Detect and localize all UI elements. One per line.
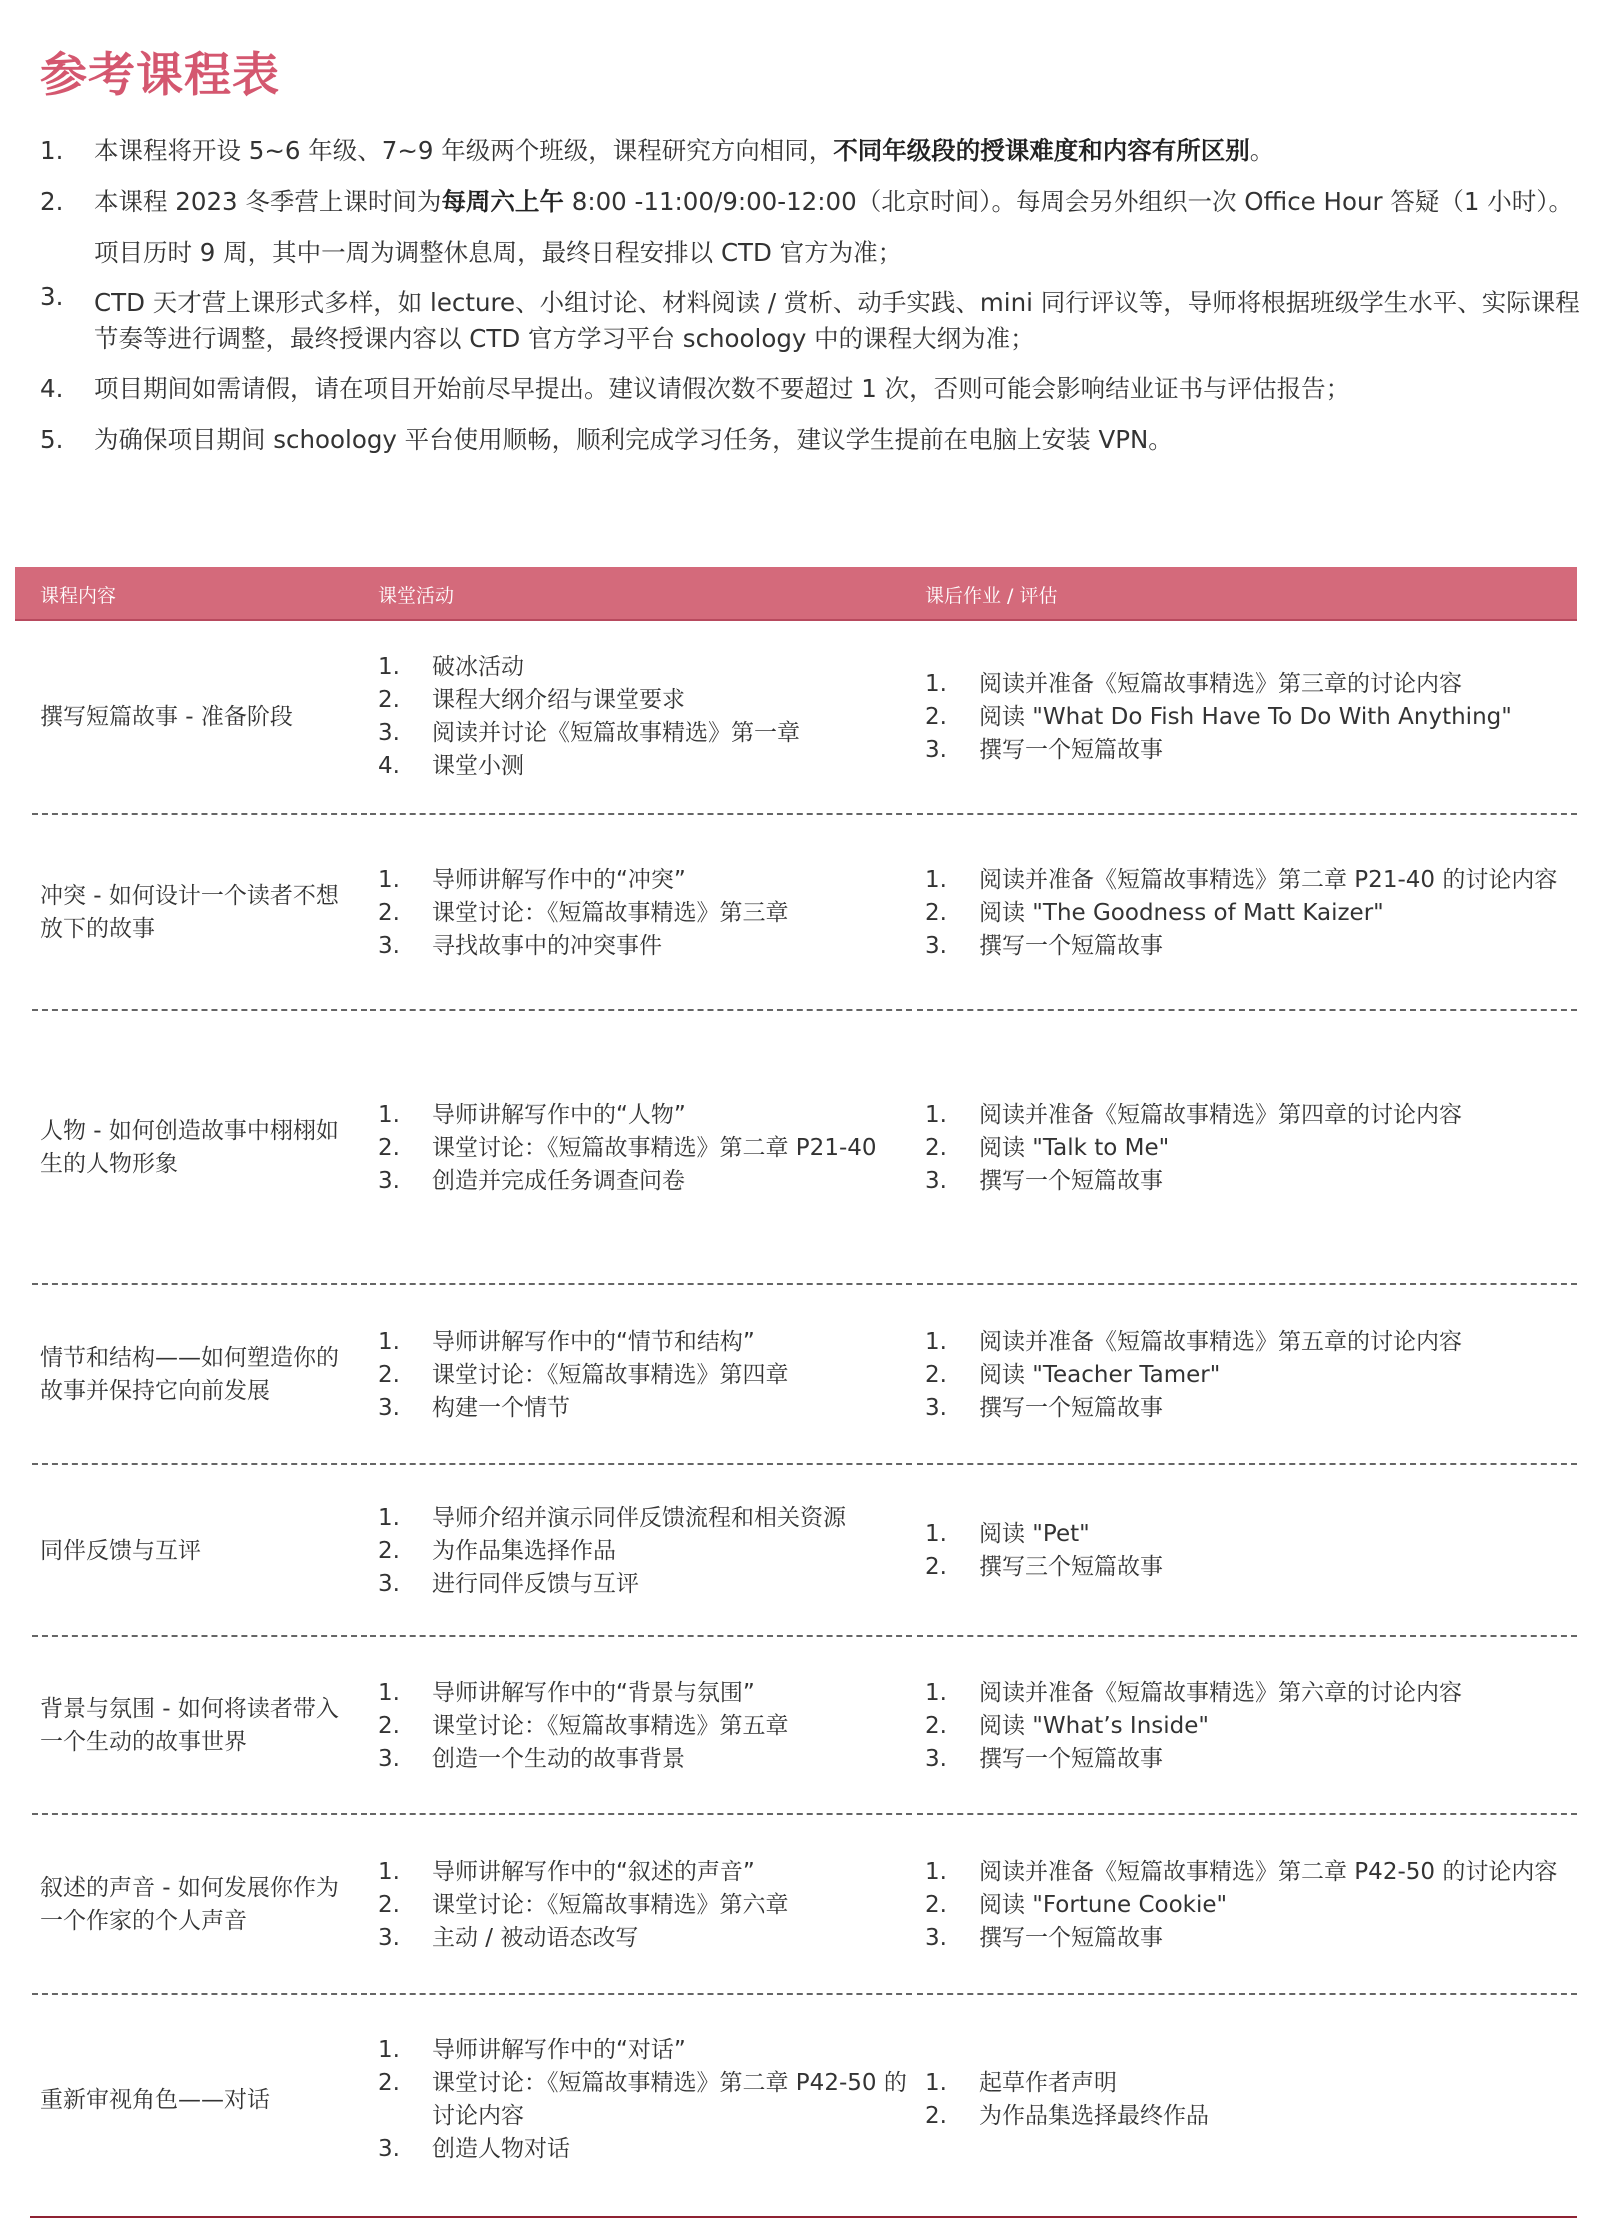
list-number: 2.: [378, 1537, 400, 1564]
header-activities: 课堂活动: [378, 585, 455, 607]
table-row: [15, 815, 1577, 1011]
list-item: [925, 1099, 1462, 1132]
list-text: 课堂讨论：《短篇故事精选》第二章 P21-40: [432, 1134, 877, 1161]
list-text: 撰写一个短篇故事: [979, 1745, 1163, 1772]
list-text: 课程大纲介绍与课堂要求: [432, 687, 685, 713]
list-number: 2.: [925, 1554, 947, 1580]
course-topic: 情节和结构——如何塑造你的故事并保持它向前发展: [40, 1345, 339, 1404]
list-item: [925, 1392, 1462, 1425]
course-topic: 撰写短篇故事 - 准备阶段: [40, 703, 293, 730]
list-item: [378, 1568, 846, 1601]
cell-homework-list: [925, 1677, 1462, 1776]
cell-homework-list: [925, 1326, 1462, 1425]
list-item: [378, 1743, 789, 1776]
cell-homework: [925, 1285, 1577, 1465]
list-item: [378, 717, 800, 750]
list-text: 为作品集选择最终作品: [979, 2103, 1209, 2129]
note-text-part: 本课程 2023 冬季营上课时间为: [94, 187, 442, 216]
list-text: 撰写一个短篇故事: [979, 736, 1163, 763]
note-emphasis: 每周六上午: [441, 187, 564, 216]
cell-content: [40, 1815, 360, 1995]
list-item: [378, 1132, 877, 1165]
list-text: 课堂讨论：《短篇故事精选》第三章: [432, 899, 789, 926]
list-number: 1.: [378, 654, 400, 680]
note-item: [40, 414, 1585, 465]
list-item: [378, 1535, 846, 1568]
cell-content: [40, 1465, 360, 1637]
table-header: [15, 567, 1577, 621]
cell-content: [40, 815, 360, 1011]
table-row: [15, 1995, 1577, 2205]
notes-list: [40, 125, 1585, 465]
list-text: 撰写一个短篇故事: [979, 1394, 1163, 1421]
header-homework: 课后作业 / 评估: [925, 585, 1058, 607]
cell-homework: [925, 815, 1577, 1011]
cell-homework: [925, 1011, 1577, 1285]
list-text: 起草作者声明: [979, 2070, 1117, 2096]
list-item: [925, 1132, 1462, 1165]
table-row: [15, 1011, 1577, 1285]
list-text: 导师讲解写作中的“叙述的声音”: [432, 1858, 755, 1885]
list-text: 构建一个情节: [432, 1394, 570, 1421]
list-text: 寻找故事中的冲突事件: [432, 932, 662, 959]
list-number: 2.: [378, 1134, 400, 1161]
table-row: [15, 1465, 1577, 1637]
table-row: [15, 619, 1577, 815]
list-number: 1.: [925, 670, 947, 697]
list-item: [925, 1743, 1462, 1776]
cell-activities: [378, 1815, 908, 1995]
list-item: [378, 2133, 908, 2166]
list-number: 2.: [378, 1361, 400, 1388]
note-number: 1.: [40, 136, 64, 165]
note-text: [94, 176, 1585, 278]
list-item: [378, 1392, 789, 1425]
list-number: 3.: [378, 932, 400, 959]
cell-homework-list: [925, 1518, 1163, 1584]
list-text: 课堂讨论：《短篇故事精选》第六章: [432, 1891, 789, 1918]
cell-homework-list: [925, 864, 1557, 963]
list-text: 阅读 "Talk to Me": [979, 1134, 1170, 1161]
note-text-part: 。: [1249, 136, 1275, 165]
list-number: 3.: [925, 1167, 947, 1194]
list-text: 主动 / 被动语态改写: [432, 1924, 639, 1951]
list-number: 1.: [925, 1679, 947, 1706]
list-number: 1.: [378, 1328, 400, 1355]
list-text: 阅读并准备《短篇故事精选》第三章的讨论内容: [979, 670, 1462, 697]
header-content: 课程内容: [40, 585, 117, 607]
list-number: 1.: [925, 866, 947, 893]
list-item: [378, 1099, 877, 1132]
course-topic: 人物 - 如何创造故事中栩栩如生的人物形象: [40, 1118, 339, 1177]
list-item: [378, 1359, 789, 1392]
course-topic: 背景与氛围 - 如何将读者带入一个生动的故事世界: [40, 1696, 339, 1755]
cell-activities-list: [378, 651, 800, 783]
list-number: 3.: [925, 932, 947, 959]
cell-homework: [925, 619, 1577, 815]
list-item: [925, 1677, 1462, 1710]
note-number: 2.: [40, 187, 64, 216]
list-item: [925, 1359, 1462, 1392]
list-item: [378, 684, 800, 717]
list-text: 撰写一个短篇故事: [979, 932, 1163, 959]
list-number: 3.: [378, 720, 400, 746]
list-number: 3.: [925, 736, 947, 763]
cell-content: [40, 1995, 360, 2205]
list-text: 进行同伴反馈与互评: [432, 1570, 639, 1597]
list-number: 1.: [378, 866, 400, 893]
cell-activities-list: [378, 1677, 789, 1776]
list-item: [378, 864, 789, 897]
cell-activities: [378, 1285, 908, 1465]
list-text: 课堂讨论：《短篇故事精选》第五章: [432, 1712, 789, 1739]
cell-content: [40, 619, 360, 815]
cell-activities-list: [378, 1856, 789, 1955]
cell-activities: [378, 1465, 908, 1637]
list-item: [925, 1889, 1557, 1922]
note-item: [40, 125, 1585, 176]
list-number: 2.: [925, 1712, 947, 1739]
list-number: 1.: [925, 1521, 947, 1547]
list-text: 创造人物对话: [432, 2136, 570, 2162]
list-item: [925, 1518, 1163, 1551]
list-text: 创造一个生动的故事背景: [432, 1745, 685, 1772]
course-topic: 重新审视角色——对话: [40, 2086, 270, 2113]
list-text: 阅读并准备《短篇故事精选》第二章 P21-40 的讨论内容: [979, 866, 1558, 893]
list-text: 阅读并准备《短篇故事精选》第六章的讨论内容: [979, 1679, 1462, 1706]
list-number: 1.: [378, 1679, 400, 1706]
note-item: [40, 176, 1585, 278]
list-text: 阅读 "Pet": [979, 1521, 1090, 1547]
course-topic: 冲突 - 如何设计一个读者不想放下的故事: [40, 883, 339, 942]
table-row: [15, 1285, 1577, 1465]
list-item: [925, 1326, 1462, 1359]
note-item: [40, 363, 1585, 414]
list-number: 3.: [378, 1167, 400, 1194]
list-text: 导师讲解写作中的“人物”: [432, 1101, 686, 1128]
list-item: [925, 701, 1512, 734]
cell-activities-list: [378, 1326, 789, 1425]
list-text: 阅读 "What’s Inside": [979, 1712, 1209, 1739]
list-number: 1.: [378, 1101, 400, 1128]
course-topic: 同伴反馈与互评: [40, 1537, 201, 1564]
list-item: [378, 1326, 789, 1359]
list-text: 阅读并准备《短篇故事精选》第二章 P42-50 的讨论内容: [979, 1858, 1558, 1885]
list-number: 2.: [925, 1361, 947, 1388]
list-number: 2.: [925, 1134, 947, 1161]
note-number: 3.: [40, 282, 64, 311]
list-item: [378, 750, 800, 783]
cell-activities-list: [378, 864, 789, 963]
list-number: 1.: [925, 1328, 947, 1355]
cell-activities-list: [378, 1099, 877, 1198]
list-text: 阅读并准备《短篇故事精选》第四章的讨论内容: [979, 1101, 1462, 1128]
note-text: CTD 天才营上课形式多样，如 lecture、小组讨论、材料阅读 / 赏析、动手实践、mini 同行评议等，导师将根据班级学生水平、实际课程节奏等进行调整，最终授课内容以 CTD 官方学习平台 schoology 中的课程大纲为准；: [94, 288, 1580, 353]
cell-homework: [925, 1637, 1577, 1815]
list-number: 1.: [925, 2070, 947, 2096]
note-text: 项目期间如需请假，请在项目开始前尽早提出。建议请假次数不要超过 1 次，否则可能会影响结业证书与评估报告；: [94, 374, 1351, 403]
cell-content: [40, 1637, 360, 1815]
list-item: [378, 1856, 789, 1889]
list-number: 2.: [925, 899, 947, 926]
list-text: 导师讲解写作中的“对话”: [432, 2037, 686, 2063]
list-item: [925, 897, 1557, 930]
cell-activities: [378, 1637, 908, 1815]
note-emphasis: 不同年级段的授课难度和内容有所区别: [833, 136, 1250, 165]
list-item: [925, 2067, 1209, 2100]
footer-divider: [30, 2216, 1577, 2218]
list-text: 阅读并讨论《短篇故事精选》第一章: [432, 720, 800, 746]
list-number: 1.: [925, 1858, 947, 1885]
list-text: 导师讲解写作中的“情节和结构”: [432, 1328, 755, 1355]
list-item: [925, 864, 1557, 897]
list-number: 3.: [378, 1394, 400, 1421]
cell-activities: [378, 815, 908, 1011]
list-item: [925, 668, 1512, 701]
list-text: 阅读 "What Do Fish Have To Do With Anything": [979, 703, 1512, 730]
list-item: [925, 1165, 1462, 1198]
note-number: 4.: [40, 374, 64, 403]
list-number: 2.: [378, 1891, 400, 1918]
list-item: [925, 930, 1557, 963]
cell-activities-list: [378, 2034, 908, 2166]
cell-activities: [378, 619, 908, 815]
cell-activities: [378, 1995, 908, 2205]
table-row: [15, 1815, 1577, 1995]
list-number: 3.: [378, 1745, 400, 1772]
list-text: 撰写三个短篇故事: [979, 1554, 1163, 1580]
list-item: [378, 1889, 789, 1922]
list-item: [925, 2100, 1209, 2133]
course-topic: 叙述的声音 - 如何发展你作为一个作家的个人声音: [40, 1875, 339, 1934]
note-number: 5.: [40, 425, 64, 454]
list-number: 3.: [925, 1394, 947, 1421]
page-title: 参考课程表: [40, 48, 280, 103]
list-number: 2.: [378, 2070, 400, 2096]
list-text: 课堂讨论：《短篇故事精选》第四章: [432, 1361, 789, 1388]
cell-homework: [925, 1995, 1577, 2205]
list-number: 4.: [378, 753, 400, 779]
list-number: 1.: [925, 1101, 947, 1128]
list-text: 导师讲解写作中的“背景与氛围”: [432, 1679, 755, 1706]
cell-homework-list: [925, 1856, 1557, 1955]
list-text: 阅读 "Fortune Cookie": [979, 1891, 1228, 1918]
list-item: [925, 734, 1512, 767]
list-text: 课堂讨论：《短篇故事精选》第二章 P42-50 的讨论内容: [432, 2070, 907, 2129]
list-text: 创造并完成任务调查问卷: [432, 1167, 685, 1194]
list-number: 2.: [378, 899, 400, 926]
list-number: 1.: [378, 1504, 400, 1531]
list-number: 2.: [925, 1891, 947, 1918]
list-item: [378, 1710, 789, 1743]
list-item: [378, 2067, 908, 2133]
list-item: [378, 930, 789, 963]
cell-homework: [925, 1815, 1577, 1995]
list-text: 破冰活动: [432, 654, 524, 680]
list-text: 阅读并准备《短篇故事精选》第五章的讨论内容: [979, 1328, 1462, 1355]
list-item: [378, 651, 800, 684]
list-item: [378, 1165, 877, 1198]
list-number: 2.: [378, 687, 400, 713]
list-number: 3.: [378, 2136, 400, 2162]
list-item: [378, 897, 789, 930]
list-text: 阅读 "Teacher Tamer": [979, 1361, 1221, 1388]
list-number: 2.: [925, 2103, 947, 2129]
list-item: [378, 1502, 846, 1535]
note-text-part: 本课程将开设 5~6 年级、7~9 年级两个班级，课程研究方向相同，: [94, 136, 834, 165]
list-number: 1.: [378, 1858, 400, 1885]
list-number: 3.: [925, 1924, 947, 1951]
list-text: 导师讲解写作中的“冲突”: [432, 866, 686, 893]
cell-homework-list: [925, 2067, 1209, 2133]
table-row: [15, 1637, 1577, 1815]
list-item: [925, 1922, 1557, 1955]
list-text: 撰写一个短篇故事: [979, 1924, 1163, 1951]
cell-activities-list: [378, 1502, 846, 1601]
cell-content: [40, 1285, 360, 1465]
note-item: [40, 278, 1585, 363]
list-text: 阅读 "The Goodness of Matt Kaizer": [979, 899, 1384, 926]
cell-homework-list: [925, 1099, 1462, 1198]
list-number: 1.: [378, 2037, 400, 2063]
list-item: [925, 1856, 1557, 1889]
cell-homework: [925, 1465, 1577, 1637]
cell-homework-list: [925, 668, 1512, 767]
list-item: [378, 2034, 908, 2067]
list-text: 撰写一个短篇故事: [979, 1167, 1163, 1194]
cell-content: [40, 1011, 360, 1285]
list-number: 3.: [925, 1745, 947, 1772]
cell-activities: [378, 1011, 908, 1285]
list-item: [925, 1551, 1163, 1584]
list-item: [378, 1922, 789, 1955]
list-text: 导师介绍并演示同伴反馈流程和相关资源: [432, 1504, 846, 1531]
note-text-part: 8:00 -11:00/9:00-12:00（北京时间）。每周会另外组织一次 Office Hour 答疑（1 小时）。项目历时 9 周，其中一周为调整休息周，最终日程安排以 CTD 官方为准；: [94, 187, 1573, 267]
list-number: 3.: [378, 1924, 400, 1951]
note-text: 为确保项目期间 schoology 平台使用顺畅，顺利完成学习任务，建议学生提前在电脑上安装 VPN。: [94, 425, 1173, 454]
list-item: [378, 1677, 789, 1710]
list-text: 课堂小测: [432, 753, 524, 779]
list-text: 为作品集选择作品: [432, 1537, 616, 1564]
list-item: [925, 1710, 1462, 1743]
list-number: 2.: [378, 1712, 400, 1739]
note-text: [94, 125, 1585, 176]
list-number: 2.: [925, 703, 947, 730]
list-number: 3.: [378, 1570, 400, 1597]
